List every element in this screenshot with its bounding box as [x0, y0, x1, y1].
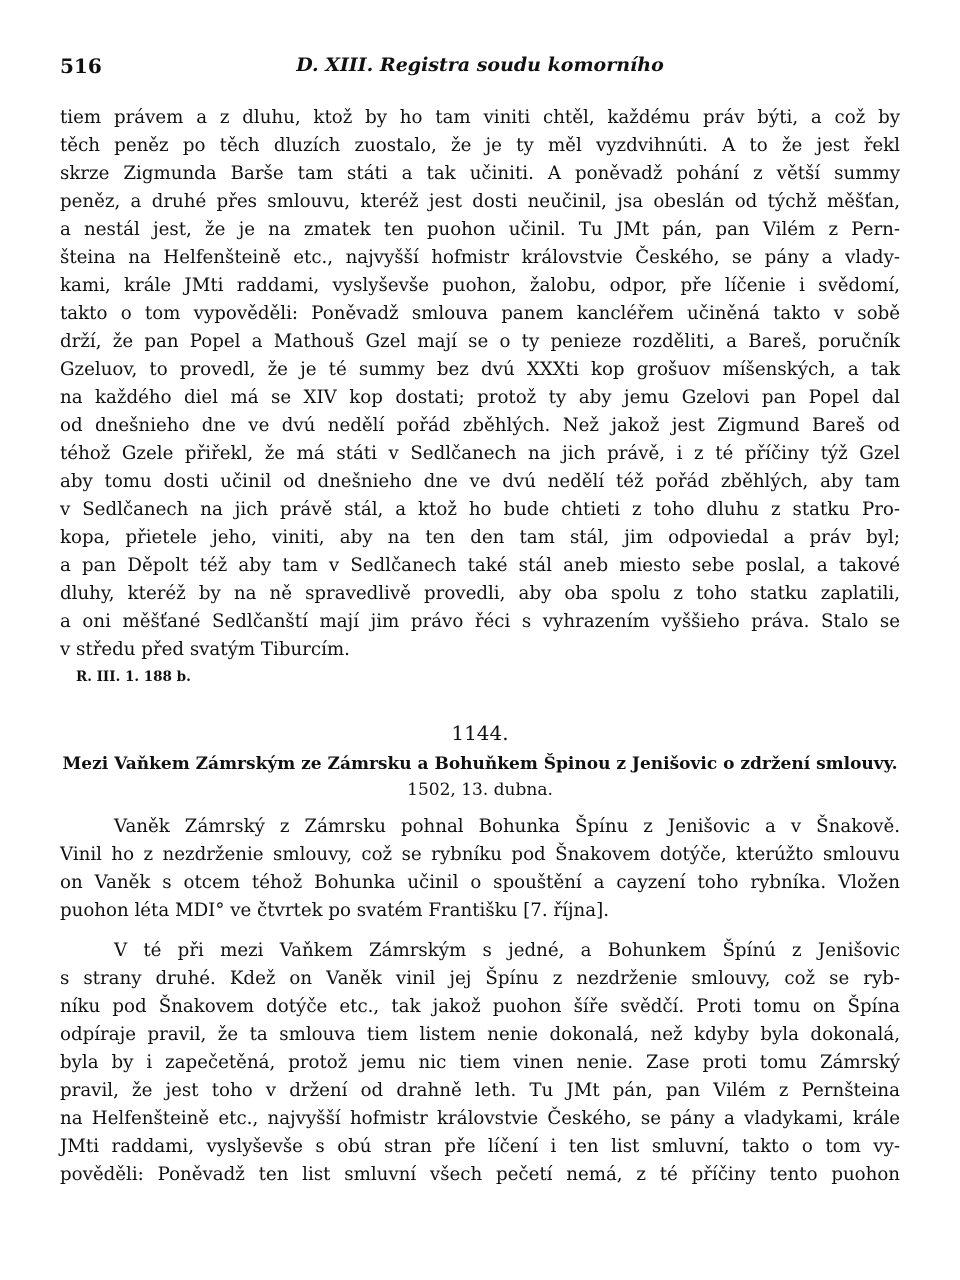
text-line: od dnešnieho dne ve dvú nedělí pořád zběhlých. Než jakož jest Zigmund Bareš od	[60, 415, 900, 436]
text-line: Vinil ho z nezdrženie smlouvy, což se rybníku pod Šnakovem dotýče, kterúžto smlouvu	[60, 844, 900, 865]
text-line: Vaněk Zámrský z Zámrsku pohnal Bohunka Špínu z Jenišovic a v Šnakově.	[114, 816, 900, 837]
paragraph-gap	[60, 925, 900, 937]
text-line: a nestál jest, že je na zmatek ten puohon učinil. Tu JMt pán, pan Vilém z Pern-	[60, 219, 900, 240]
text-line: a pan Děpolt též aby tam v Sedlčanech také stál aneb miesto sebe poslal, a takové	[60, 555, 900, 576]
page-header	[60, 54, 900, 90]
document-number: 1144.	[451, 721, 509, 745]
page-body	[60, 104, 900, 1189]
text-line: šteina na Helfenšteině etc., najvyšší hofmistr královstvie Českého, se pány a vlady-	[60, 247, 900, 268]
text-line: v středu před svatým Tiburcím.	[60, 639, 350, 660]
text-line: a oni měšťané Sedlčanští mají jim právo řéci s vyhrazením vyššieho práva. Stalo se	[60, 611, 900, 632]
paragraph-1	[60, 104, 900, 664]
paragraph-3	[60, 937, 900, 1189]
text-line: pověděli: Poněvadž ten list smluvní všech pečetí nemá, z té příčiny tento puohon	[60, 1164, 900, 1185]
text-line: kopa, přietele jeho, viniti, aby na ten den tam stál, jim odpoviedal a práv byl;	[60, 527, 900, 548]
text-line: dluhy, kteréž by na ně spravedlivě provedli, aby oba spolu z toho statku zaplatili,	[60, 583, 900, 604]
text-line: níku pod Šnakovem dotýče etc., tak jakož puohon šíře svědčí. Proti tomu on Špína	[60, 996, 900, 1017]
document-heading: Mezi Vaňkem Zámrským ze Zámrsku a Bohuňkem Špinou z Jenišovic o zdržení smlouvy.	[62, 754, 898, 774]
text-line: aby tomu dosti učinil od dnešnieho dne ve dvú nedělí též pořád zběhlých, aby tam	[60, 471, 900, 492]
text-line: on Vaněk s otcem téhož Bohunka učinil o spouštění a cayzení toho rybníka. Vložen	[60, 872, 900, 893]
text-line: Gzeluov, to provedl, že je té summy bez dvú XXXti kop grošuov míšenských, a tak	[60, 359, 900, 380]
text-line: skrze Zigmunda Barše tam státi a tak učiniti. A poněvadž pohání z větší summy	[60, 163, 900, 184]
text-line: na Helfenšteině etc., najvyšší hofmistr královstvie Českého, se pány a vladykami, krále	[60, 1108, 900, 1129]
running-title: D. XIII. Registra soudu komorního	[296, 54, 664, 76]
text-line: tiem právem a z dluhu, ktož by ho tam viniti chtěl, každému práv býti, a což by	[60, 107, 900, 128]
text-line: V té při mezi Vaňkem Zámrským s jedné, a Bohunkem Špínú z Jenišovic	[114, 940, 900, 961]
text-line: JMti raddami, vyslyševše s obú stran pře líčení i ten list smluvní, takto o tom vy-	[60, 1136, 900, 1157]
document-date: 1502, 13. dubna.	[407, 780, 553, 800]
text-line: takto o tom vypověděli: Poněvadž smlouva panem kancléřem učiněná takto v sobě	[60, 303, 900, 324]
text-line: těch peněz po těch dluzích zuostalo, že je ty měl vyzdvihnúti. A to že jest řekl	[60, 135, 900, 156]
text-line: téhož Gzele přiřekl, že má státi v Sedlčanech na jich právě, i z té příčiny týž Gzel	[60, 443, 900, 464]
paragraph-2	[60, 813, 900, 925]
source-reference: R. III. 1. 188 b.	[76, 669, 191, 685]
text-line: v Sedlčanech na jich právě stál, a ktož ho bude chtieti z toho dluhu z statku Pro-	[60, 499, 900, 520]
text-line: odpíraje pravil, že ta smlouva tiem listem nenie dokonalá, než kdyby byla dokonalá,	[60, 1024, 900, 1045]
text-line: puohon léta MDI° ve čtvrtek po svatém Františku [7. října].	[60, 900, 609, 921]
text-line: na každého diel má se XIV kop dostati; protož ty aby jemu Gzelovi pan Popel dal	[60, 387, 900, 408]
page-number: 516	[60, 54, 102, 78]
text-line: peněz, a druhé přes smlouvu, kteréž jest dosti neučinil, jsa obeslán od týchž měšťan,	[60, 191, 900, 212]
text-line: drží, že pan Popel a Mathouš Gzel mají se o ty penieze rozděliti, a Bareš, poručník	[60, 331, 900, 352]
text-line: s strany druhé. Kdež on Vaněk vinil jej Špínu z nezdrženie smlouvy, což se ryb-	[60, 968, 900, 989]
text-line: kami, krále JMti raddami, vyslyševše puohon, žalobu, odpor, pře líčenie i svědomí,	[60, 275, 900, 296]
text-line: pravil, že jest toho v držení od drahně leth. Tu JMt pán, pan Vilém z Pernšteina	[60, 1080, 900, 1101]
text-line: byla by i zapečetěná, protož jemu nic tiem vinen nenie. Zase proti tomu Zámrský	[60, 1052, 900, 1073]
